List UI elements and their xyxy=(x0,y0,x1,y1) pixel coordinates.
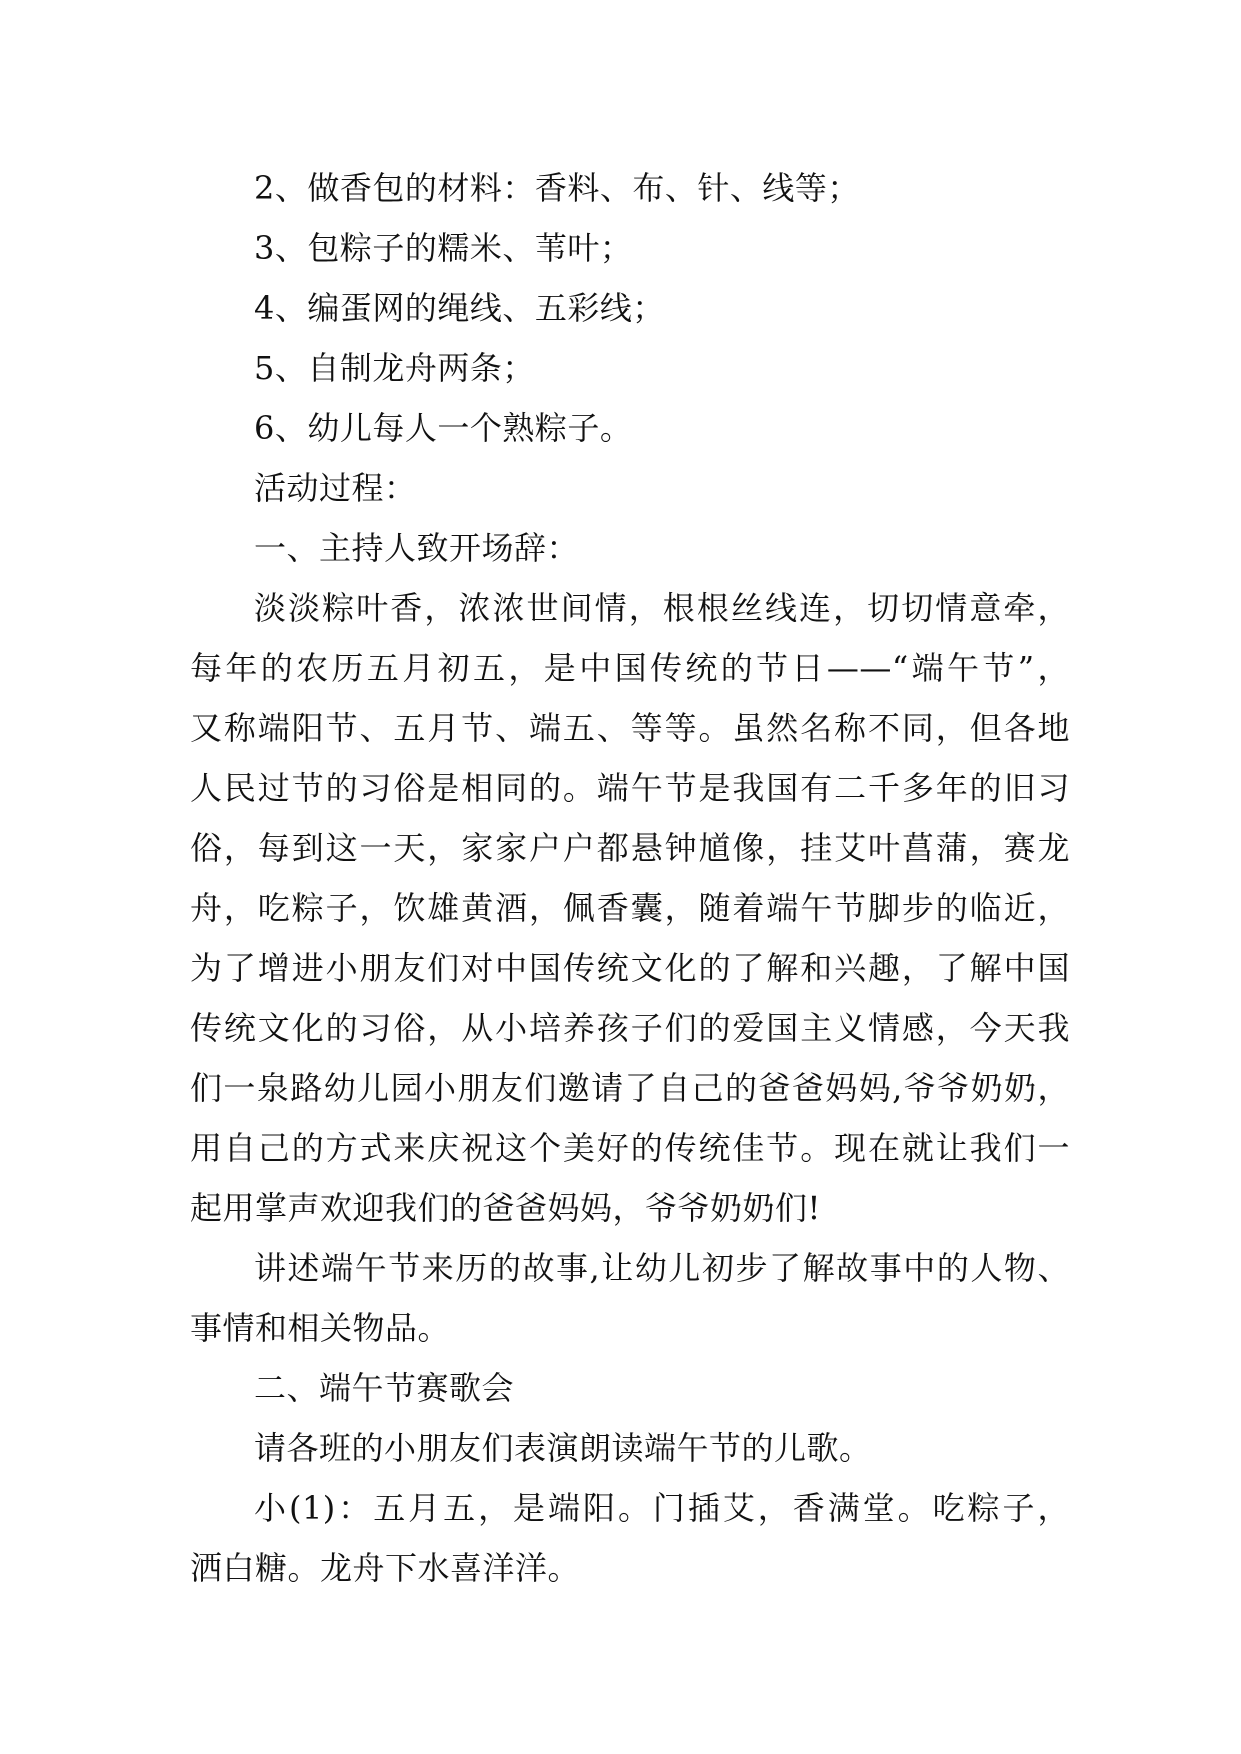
material-item-4: 4、编蛋网的绳线、五彩线； xyxy=(254,289,665,327)
opening-speech-line: 俗，每到这一天，家家户户都悬钟馗像，挂艾叶菖蒲，赛龙 xyxy=(190,829,1070,867)
opening-speech-line: 舟，吃粽子，饮雄黄酒，佩香囊，随着端午节脚步的临近， xyxy=(190,889,1070,927)
opening-speech-line: 每年的农历五月初五，是中国传统的节日——“端午节”， xyxy=(190,649,1070,687)
opening-speech-line: 淡淡粽叶香，浓浓世间情，根根丝线连，切切情意牵， xyxy=(254,589,1070,627)
opening-speech-line: 们一泉路幼儿园小朋友们邀请了自己的爸爸妈妈,爷爷奶奶， xyxy=(190,1069,1070,1107)
material-item-5: 5、自制龙舟两条； xyxy=(254,349,535,387)
material-item-6: 6、幼儿每人一个熟粽子。 xyxy=(254,409,633,447)
opening-speech-line: 起用掌声欢迎我们的爸爸妈妈，爷爷奶奶们! xyxy=(190,1189,821,1227)
material-item-2: 2、做香包的材料：香料、布、针、线等； xyxy=(254,169,860,207)
song-line: 小(1)：五月五，是端阳。门插艾，香满堂。吃粽子， xyxy=(254,1489,1070,1527)
opening-speech-line: 又称端阳节、五月节、端五、等等。虽然名称不同，但各地 xyxy=(190,709,1070,747)
song-line: 洒白糖。龙舟下水喜洋洋。 xyxy=(190,1549,581,1587)
story-line: 讲述端午节来历的故事,让幼儿初步了解故事中的人物、 xyxy=(254,1249,1070,1287)
story-line: 事情和相关物品。 xyxy=(190,1309,451,1347)
opening-speech-line: 用自己的方式来庆祝这个美好的传统佳节。现在就让我们一 xyxy=(190,1129,1070,1167)
section2-intro: 请各班的小朋友们表演朗读端午节的儿歌。 xyxy=(254,1429,872,1467)
process-heading: 活动过程： xyxy=(254,469,417,507)
opening-speech-line: 人民过节的习俗是相同的。端午节是我国有二千多年的旧习 xyxy=(190,769,1070,807)
material-item-3: 3、包粽子的糯米、苇叶； xyxy=(254,229,633,267)
section2-heading: 二、端午节赛歌会 xyxy=(254,1369,515,1407)
document-body xyxy=(190,158,1070,1598)
section1-heading: 一、主持人致开场辞： xyxy=(254,529,580,567)
opening-speech-line: 传统文化的习俗，从小培养孩子们的爱国主义情感，今天我 xyxy=(190,1009,1070,1047)
opening-speech-line: 为了增进小朋友们对中国传统文化的了解和兴趣，了解中国 xyxy=(190,949,1070,987)
